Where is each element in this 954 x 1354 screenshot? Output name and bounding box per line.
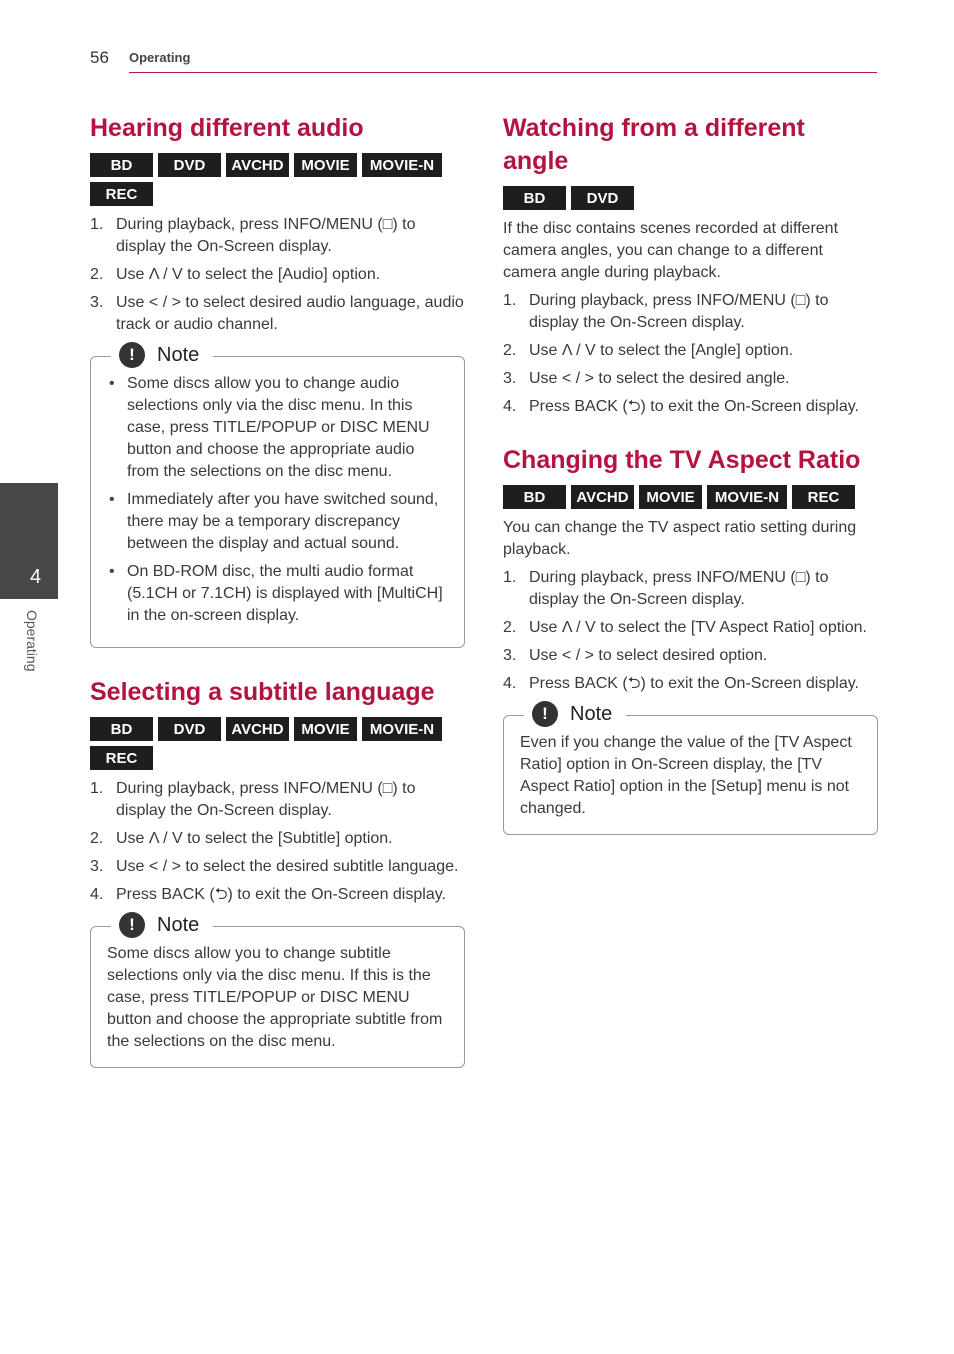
list-item (90, 856, 465, 878)
badge-avchd: AVCHD (226, 153, 289, 177)
steps-list (503, 290, 878, 418)
badge-rec: REC (90, 746, 153, 770)
exclamation-icon: ! (119, 342, 145, 368)
note-item: • Some discs allow you to change audio selections only via the disc menu. In this case, press TITLE/POPUP or DISC MENU button and choose the appropriate audio from the selections on the disc menu. (107, 373, 448, 483)
chapter-number: 4 (30, 566, 42, 588)
section-title: Changing the TV Aspect Ratio (503, 446, 861, 474)
exclamation-icon: ! (119, 912, 145, 938)
badge-dvd: DVD (571, 186, 634, 210)
chapter-label: Operating (24, 610, 40, 672)
note-text: Even if you change the value of the [TV Aspect Ratio] option in On-Screen display, the [TV Aspect Ratio] option in the [Setup] menu is not changed. (520, 734, 852, 817)
badge-movie-n: MOVIE-N (362, 717, 442, 741)
disc-badges (503, 186, 863, 210)
right-column (503, 112, 878, 835)
list-item (503, 617, 878, 639)
badge-movie: MOVIE (294, 153, 357, 177)
section-subtitle (90, 676, 465, 1068)
note-item: • On BD-ROM disc, the multi audio format (5.1CH or 7.1CH) is displayed with [MultiCH] in the on-screen display. (107, 561, 448, 627)
list-item (503, 290, 878, 334)
exclamation-icon: ! (532, 701, 558, 727)
step-text: Use < / > to select the desired angle. (529, 370, 790, 387)
badge-avchd: AVCHD (226, 717, 289, 741)
badge-avchd: AVCHD (571, 485, 634, 509)
list-item (90, 214, 465, 258)
list-item (90, 828, 465, 850)
note-title: Note (157, 913, 200, 936)
section-title: Watching from a different angle (503, 114, 805, 175)
step-text: During playback, press INFO/MENU (□) to display the On-Screen display. (116, 216, 416, 255)
note-text: Some discs allow you to change subtitle selections only via the disc menu. If this is the case, press TITLE/POPUP or DISC MENU button and choose the appropriate subtitle from the selections on the disc menu. (107, 945, 443, 1050)
step-number: 4. (503, 675, 517, 692)
badge-movie-n: MOVIE-N (707, 485, 787, 509)
step-number: 1. (90, 780, 104, 797)
disc-badges (503, 485, 883, 509)
list-item (90, 884, 465, 906)
badge-movie-n: MOVIE-N (362, 153, 442, 177)
section-aspect-ratio (503, 444, 878, 835)
intro-text: If the disc contains scenes recorded at different camera angles, you can change to a different camera angle during playback. (503, 220, 839, 281)
step-number: 1. (503, 292, 517, 309)
badge-dvd: DVD (158, 153, 221, 177)
badge-bd: BD (503, 485, 566, 509)
step-text: Use Λ / V to select the [Angle] option. (529, 342, 794, 359)
note-title: Note (570, 702, 613, 725)
badge-rec: REC (792, 485, 855, 509)
step-text: During playback, press INFO/MENU (□) to display the On-Screen display. (529, 292, 829, 331)
step-text: Use < / > to select the desired subtitle language. (116, 858, 459, 875)
note-box (503, 702, 878, 835)
step-number: 2. (503, 342, 517, 359)
note-header (111, 342, 213, 368)
section-hearing-audio (90, 112, 465, 648)
step-text: Use Λ / V to select the [Audio] option. (116, 266, 381, 283)
badge-bd: BD (90, 717, 153, 741)
note-list (107, 373, 448, 627)
badge-bd: BD (503, 186, 566, 210)
step-number: 3. (503, 370, 517, 387)
step-number: 1. (90, 216, 104, 233)
badge-movie: MOVIE (639, 485, 702, 509)
step-text: Use < / > to select desired option. (529, 647, 768, 664)
step-number: 2. (503, 619, 517, 636)
step-number: 4. (90, 886, 104, 903)
step-text: Press BACK (⮌) to exit the On-Screen display. (116, 886, 446, 903)
section-label: Operating (129, 50, 191, 65)
list-item (503, 340, 878, 362)
list-item (503, 673, 878, 695)
section-title: Hearing different audio (90, 114, 364, 142)
step-number: 3. (90, 858, 104, 875)
note-title: Note (157, 343, 200, 366)
list-item (90, 264, 465, 286)
list-item (503, 368, 878, 390)
section-title: Selecting a subtitle language (90, 678, 435, 706)
disc-badges (90, 153, 450, 206)
list-item (503, 567, 878, 611)
list-item (90, 778, 465, 822)
badge-dvd: DVD (158, 717, 221, 741)
note-header (111, 912, 213, 938)
note-item: • Immediately after you have switched sound, there may be a temporary discrepancy between the display and actual sound. (107, 489, 448, 555)
list-item (503, 396, 878, 418)
list-item (90, 292, 465, 336)
note-box (90, 913, 465, 1068)
step-text: Use Λ / V to select the [Subtitle] option. (116, 830, 393, 847)
step-text: Press BACK (⮌) to exit the On-Screen display. (529, 398, 859, 415)
header-rule (129, 72, 877, 73)
step-number: 3. (503, 647, 517, 664)
step-number: 1. (503, 569, 517, 586)
step-number: 2. (90, 830, 104, 847)
steps-list (90, 778, 465, 906)
note-header (524, 701, 626, 727)
badge-movie: MOVIE (294, 717, 357, 741)
step-text: Use Λ / V to select the [TV Aspect Ratio] option. (529, 619, 867, 636)
step-text: Use < / > to select desired audio language, audio track or audio channel. (116, 294, 464, 333)
section-angle (503, 112, 878, 418)
list-item (503, 645, 878, 667)
step-number: 4. (503, 398, 517, 415)
badge-bd: BD (90, 153, 153, 177)
page-number: 56 (90, 48, 109, 67)
step-text: Press BACK (⮌) to exit the On-Screen display. (529, 675, 859, 692)
chapter-tab (0, 483, 58, 599)
step-text: During playback, press INFO/MENU (□) to display the On-Screen display. (116, 780, 416, 819)
step-number: 3. (90, 294, 104, 311)
badge-rec: REC (90, 182, 153, 206)
left-column (90, 112, 465, 1068)
step-text: During playback, press INFO/MENU (□) to display the On-Screen display. (529, 569, 829, 608)
note-box (90, 343, 465, 648)
steps-list (90, 214, 465, 336)
intro-text: You can change the TV aspect ratio setting during playback. (503, 519, 857, 558)
disc-badges (90, 717, 450, 770)
steps-list (503, 567, 878, 695)
step-number: 2. (90, 266, 104, 283)
